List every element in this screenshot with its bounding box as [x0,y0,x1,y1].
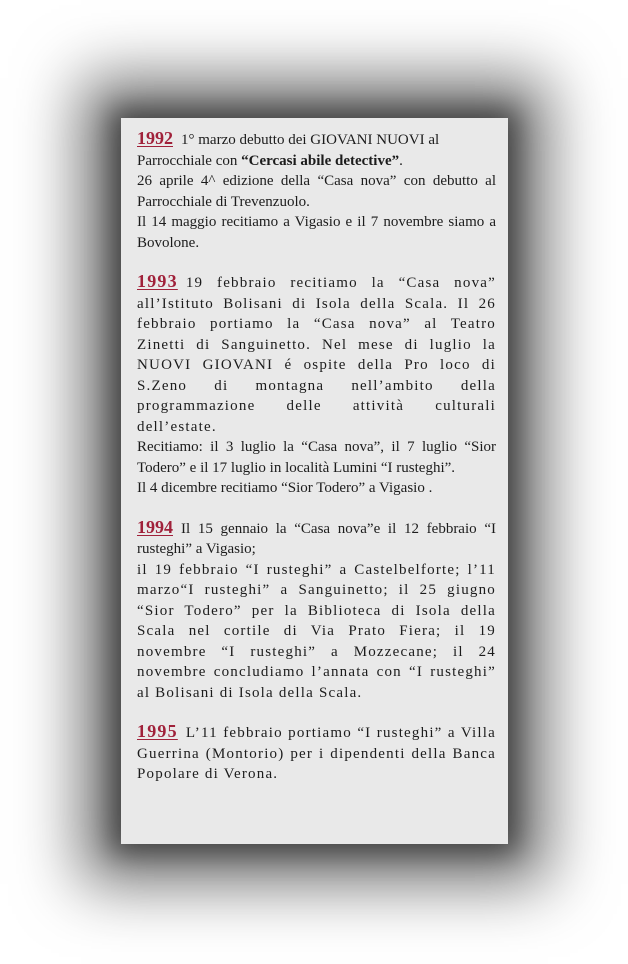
entry-1993-text-3 [137,478,496,499]
year-label: 1992 [137,128,173,148]
entry-1992-text [137,128,496,253]
entry-1993-text-2 [137,437,496,478]
text-block: 19 febbraio recitiamo la “Casa nova” all’Istituto Bolisani di Isola della Scala. Il 26 febbraio portiamo la “Casa nova” al Teatro Zinetti di Sanguinetto. Nel mese di luglio la NUOVI GIOVANI é ospite della Pro loco di S.Zeno di montagna nell’ambito della programmazione delle attività culturali dell’estate. [137,275,496,435]
entry-1993 [137,271,496,499]
year-label: 1995 [137,721,178,741]
entry-1994-text-2 [137,560,496,704]
year-label: 1994 [137,516,173,537]
text-line: 1° marzo debutto dei GIOVANI NUOVI al [181,132,440,148]
year-label: 1993 [137,271,178,291]
play-title-bold: “Cercasi abile detective” [241,152,400,169]
entry-1995-text [137,721,496,785]
entry-1993-text [137,271,496,437]
text-line: Il 14 maggio recitiamo a Vigasio e il 7 novembre siamo a Bovolone. [137,214,496,251]
text-block: il 19 febbraio “I rusteghi” a Castelbelforte; l’11 marzo“I rusteghi” a Sanguinetto; il 25 giugno “Sior Todero” per la Biblioteca di Isola della Scala nel cortile di Via Prato Fiera; il 19 novembre “I rusteghi” a Mozzecane; il 24 novembre concludiamo l’annata con “I rusteghi” al Bolisani di Isola della Scala. [137,561,496,701]
text-block: Il 15 gennaio la “Casa nova”e il 12 febbraio “I rusteghi” a Vigasio; [137,520,496,557]
entry-1992 [137,128,496,253]
document-page [121,118,508,844]
entry-1994-text [137,517,496,560]
text-block: Recitiamo: il 3 luglio la “Casa nova”, il 7 luglio “Sior Todero” e il 17 luglio in località Lumini “I rusteghi”. [137,439,496,476]
text-line: 26 aprile 4^ edizione della “Casa nova” con debutto al Parrocchiale di Trevenzuolo. [137,173,496,210]
text-line: . [399,152,403,169]
entry-1995 [137,721,496,785]
entry-1994 [137,517,496,704]
text-block: Il 4 dicembre recitiamo “Sior Todero” a Vigasio . [137,480,433,496]
text-block: L’11 febbraio portiamo “I rusteghi” a Villa Guerrina (Montorio) per i dipendenti della Banca Popolare di Verona. [137,725,496,782]
text-line: Parrocchiale con [137,152,242,169]
